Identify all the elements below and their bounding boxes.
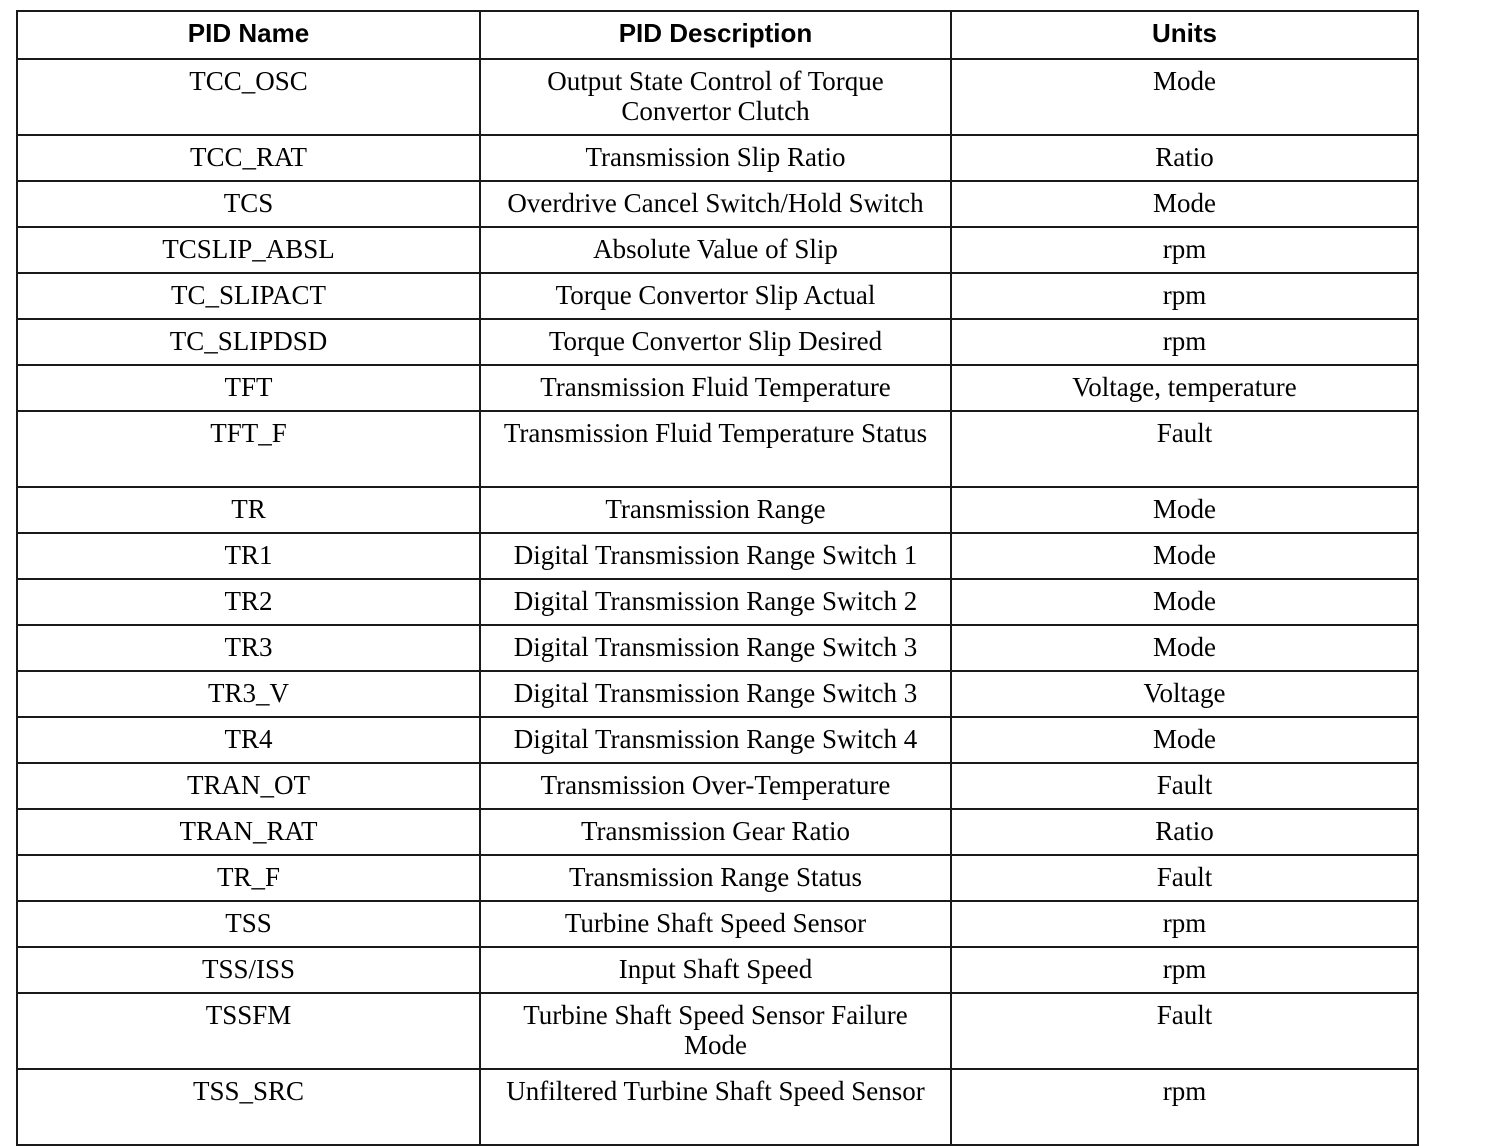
units-cell: Fault	[951, 993, 1418, 1069]
units-cell: Ratio	[951, 809, 1418, 855]
header-units: Units	[951, 11, 1418, 59]
pid-description-cell: Torque Convertor Slip Desired	[480, 319, 951, 365]
table-header	[17, 11, 1418, 59]
pid-name-cell: TSS	[17, 901, 480, 947]
pid-description-cell: Transmission Over-Temperature	[480, 763, 951, 809]
units-cell: Fault	[951, 855, 1418, 901]
table-row	[17, 855, 1418, 901]
units-cell: Mode	[951, 59, 1418, 135]
pid-description-cell: Digital Transmission Range Switch 3	[480, 671, 951, 717]
header-row	[17, 11, 1418, 59]
units-cell: Ratio	[951, 135, 1418, 181]
units-cell: rpm	[951, 273, 1418, 319]
pid-table	[16, 10, 1419, 1146]
table-row	[17, 579, 1418, 625]
units-cell: Mode	[951, 487, 1418, 533]
pid-description-cell: Input Shaft Speed	[480, 947, 951, 993]
header-pid-name: PID Name	[17, 11, 480, 59]
pid-description-cell: Overdrive Cancel Switch/Hold Switch	[480, 181, 951, 227]
units-cell: Fault	[951, 411, 1418, 487]
pid-description-cell: Transmission Gear Ratio	[480, 809, 951, 855]
pid-name-cell: TR	[17, 487, 480, 533]
pid-description-cell: Unfiltered Turbine Shaft Speed Sensor	[480, 1069, 951, 1145]
pid-name-cell: TRAN_OT	[17, 763, 480, 809]
table-row	[17, 625, 1418, 671]
table-row	[17, 411, 1418, 487]
units-cell: Mode	[951, 533, 1418, 579]
pid-name-cell: TC_SLIPACT	[17, 273, 480, 319]
pid-description-cell: Turbine Shaft Speed Sensor	[480, 901, 951, 947]
table-row	[17, 487, 1418, 533]
pid-name-cell: TRAN_RAT	[17, 809, 480, 855]
pid-description-cell: Transmission Slip Ratio	[480, 135, 951, 181]
table-row	[17, 135, 1418, 181]
pid-name-cell: TR4	[17, 717, 480, 763]
units-cell: Mode	[951, 579, 1418, 625]
units-cell: Voltage	[951, 671, 1418, 717]
pid-name-cell: TCS	[17, 181, 480, 227]
pid-description-cell: Digital Transmission Range Switch 2	[480, 579, 951, 625]
pid-description-cell: Transmission Fluid Temperature Status	[480, 411, 951, 487]
pid-description-cell: Torque Convertor Slip Actual	[480, 273, 951, 319]
pid-name-cell: TCC_RAT	[17, 135, 480, 181]
pid-description-cell: Transmission Range	[480, 487, 951, 533]
table-row	[17, 319, 1418, 365]
table-row	[17, 181, 1418, 227]
pid-description-cell: Digital Transmission Range Switch 4	[480, 717, 951, 763]
pid-name-cell: TR2	[17, 579, 480, 625]
units-cell: Fault	[951, 763, 1418, 809]
pid-description-cell: Turbine Shaft Speed Sensor Failure Mode	[480, 993, 951, 1069]
units-cell: rpm	[951, 1069, 1418, 1145]
pid-description-cell: Digital Transmission Range Switch 1	[480, 533, 951, 579]
table-row	[17, 365, 1418, 411]
table-row	[17, 227, 1418, 273]
table-row	[17, 809, 1418, 855]
table-row	[17, 273, 1418, 319]
pid-description-cell: Output State Control of Torque Convertor Clutch	[480, 59, 951, 135]
pid-name-cell: TC_SLIPDSD	[17, 319, 480, 365]
table-row	[17, 993, 1418, 1069]
table-row	[17, 901, 1418, 947]
table-row	[17, 533, 1418, 579]
pid-description-cell: Transmission Fluid Temperature	[480, 365, 951, 411]
pid-name-cell: TR3	[17, 625, 480, 671]
units-cell: Voltage, temperature	[951, 365, 1418, 411]
units-cell: rpm	[951, 319, 1418, 365]
table-row	[17, 717, 1418, 763]
table-row	[17, 763, 1418, 809]
units-cell: Mode	[951, 181, 1418, 227]
units-cell: rpm	[951, 947, 1418, 993]
pid-name-cell: TFT	[17, 365, 480, 411]
pid-name-cell: TCSLIP_ABSL	[17, 227, 480, 273]
units-cell: Mode	[951, 717, 1418, 763]
pid-name-cell: TSSFM	[17, 993, 480, 1069]
units-cell: rpm	[951, 227, 1418, 273]
units-cell: rpm	[951, 901, 1418, 947]
pid-description-cell: Absolute Value of Slip	[480, 227, 951, 273]
pid-name-cell: TCC_OSC	[17, 59, 480, 135]
pid-name-cell: TSS_SRC	[17, 1069, 480, 1145]
pid-description-cell: Transmission Range Status	[480, 855, 951, 901]
pid-name-cell: TR3_V	[17, 671, 480, 717]
pid-name-cell: TSS/ISS	[17, 947, 480, 993]
header-pid-description: PID Description	[480, 11, 951, 59]
table-row	[17, 1069, 1418, 1145]
pid-description-cell: Digital Transmission Range Switch 3	[480, 625, 951, 671]
pid-name-cell: TR_F	[17, 855, 480, 901]
table-row	[17, 947, 1418, 993]
table-body	[17, 59, 1418, 1145]
table-row	[17, 59, 1418, 135]
pid-name-cell: TR1	[17, 533, 480, 579]
pid-name-cell: TFT_F	[17, 411, 480, 487]
units-cell: Mode	[951, 625, 1418, 671]
table-row	[17, 671, 1418, 717]
